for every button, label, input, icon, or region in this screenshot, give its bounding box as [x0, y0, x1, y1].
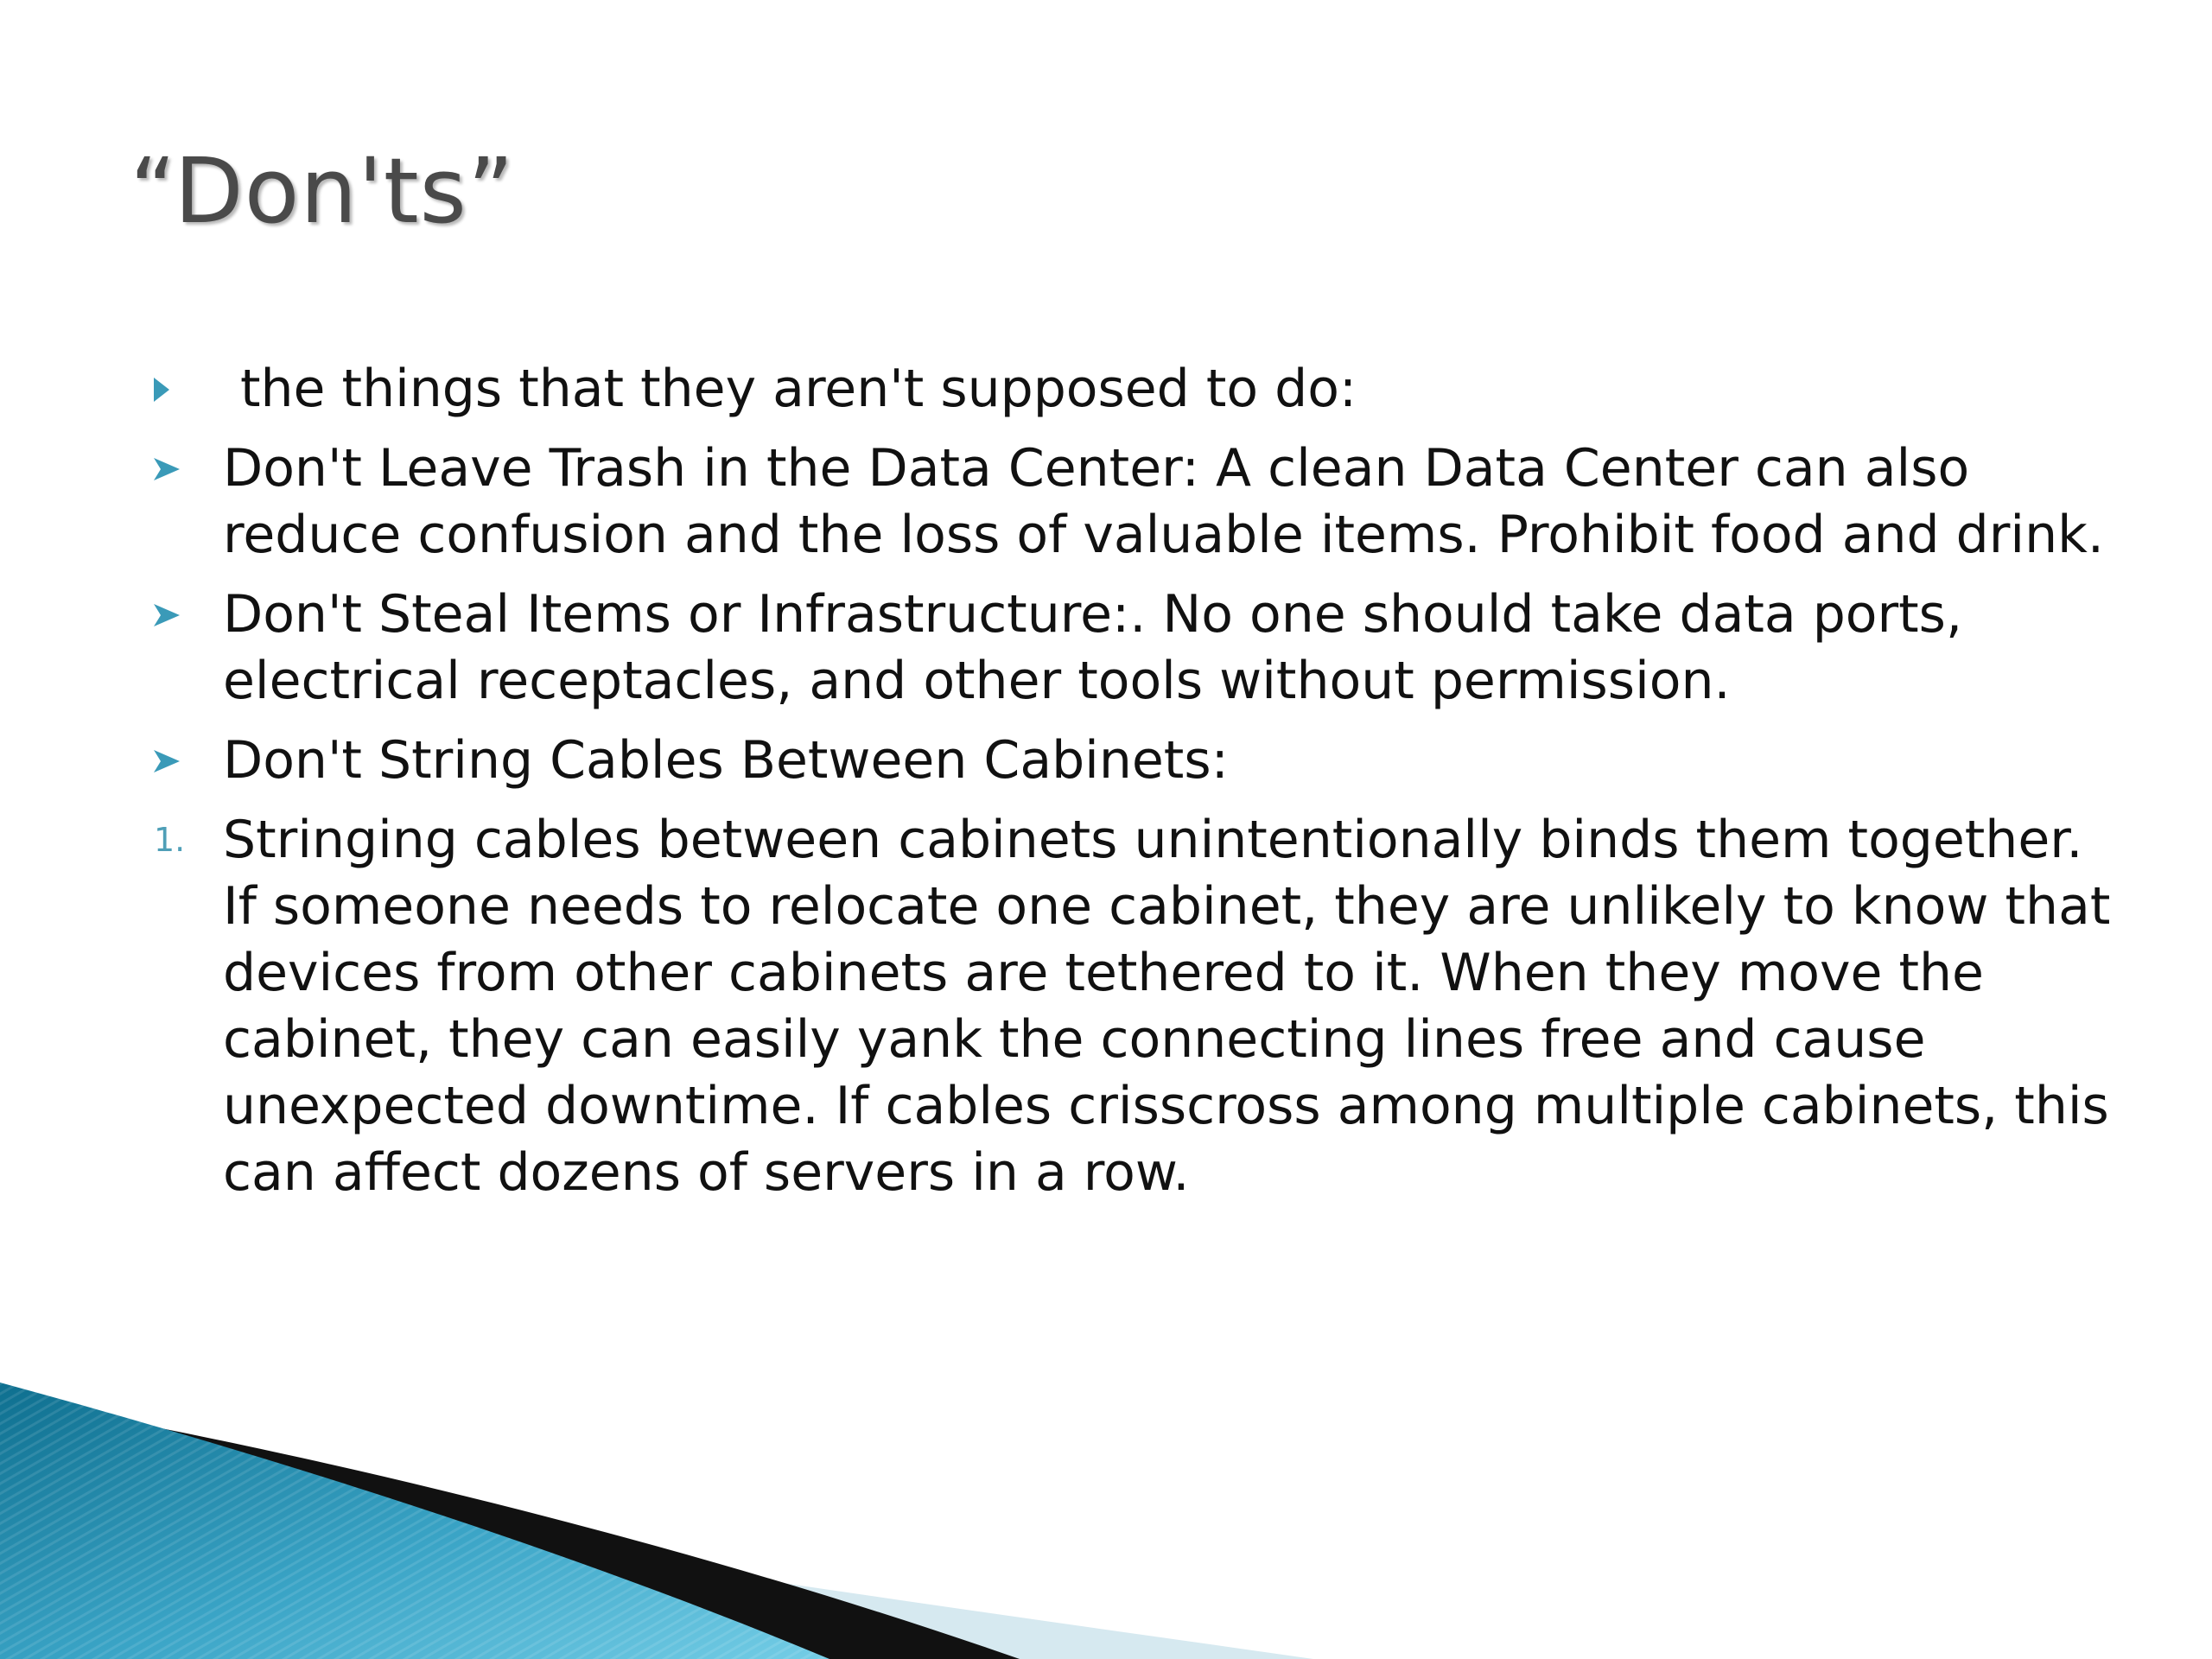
bullet-item	[154, 728, 2124, 794]
bullet-item	[154, 435, 2124, 569]
numbered-text: Stringing cables between cabinets unintentionally binds them together. If someone needs to relocate one cabinet, they are unlikely to know that devices from other cabinets are tethered to it. When they move the cabinet, they can easily yank the connecting lines free and cause unexpected downtime. If cables crisscross among multiple cabinets, this can affect dozens of servers in a row.	[223, 810, 2111, 1203]
bullet-item	[154, 356, 2124, 423]
slide-body	[154, 356, 2124, 1219]
bullet-text: the things that they aren't supposed to do:	[240, 359, 1357, 419]
arrowhead-bullet-icon	[154, 582, 188, 648]
bullet-text: Don't Steal Items or Infrastructure:. No one should take data ports, electrical receptacles, and other tools without permission.	[223, 584, 1963, 711]
bullet-text: Don't Leave Trash in the Data Center: A clean Data Center can also reduce confusion and the loss of valuable items. Prohibit food and drink.	[223, 438, 2104, 565]
numbered-item	[154, 807, 2124, 1206]
arrowhead-bullet-icon	[154, 728, 188, 794]
decorative-swoosh	[0, 1382, 2212, 1659]
bullet-item	[154, 582, 2124, 715]
list-number: 1.	[154, 821, 186, 859]
slide-title: “Don'ts”	[130, 138, 515, 244]
arrowhead-bullet-icon	[154, 435, 188, 502]
triangle-bullet-icon	[154, 356, 188, 423]
bullet-text: Don't String Cables Between Cabinets:	[223, 730, 1229, 791]
